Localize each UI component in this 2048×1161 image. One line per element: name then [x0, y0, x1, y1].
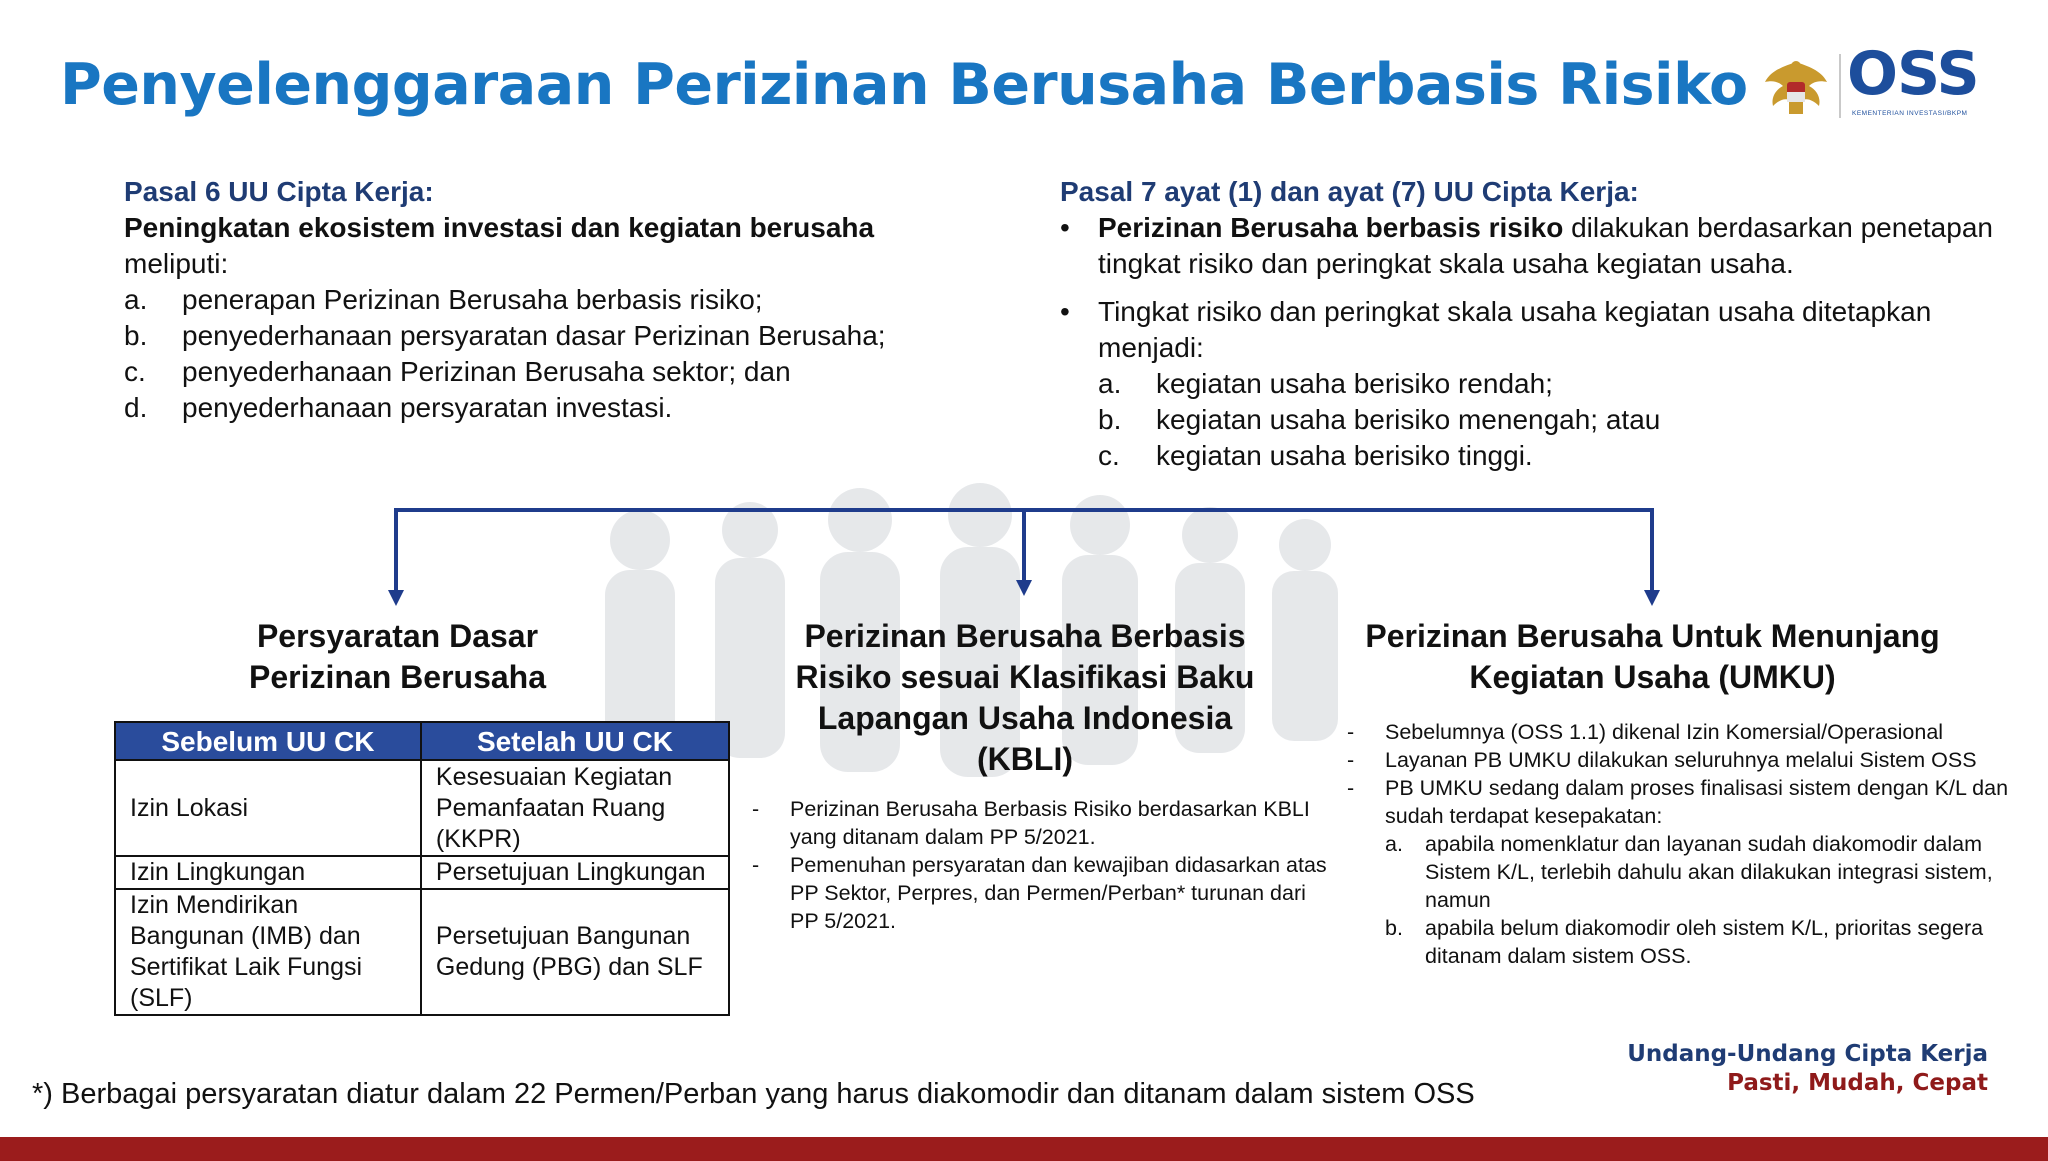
table-row: Izin Mendirikan Bangunan (IMB) dan Sertifikat Laik Fungsi (SLF) Persetujuan Bangunan Gedung (PBG) dan SLF [115, 889, 729, 1015]
arrow-down-icon [1644, 590, 1660, 606]
list-item: - Pemenuhan persyaratan dan kewajiban didasarkan atas PP Sektor, Perpres, dan Permen/Perban* turunan dari PP 5/2021. [752, 853, 1327, 933]
tagline-line1: Undang-Undang Cipta Kerja [1627, 1041, 1988, 1067]
col3-title: Perizinan Berusaha Untuk Menunjang Kegiatan Usaha (UMKU) [1365, 618, 1940, 695]
list-item: • Tingkat risiko dan peringkat skala usaha kegiatan usaha ditetapkan menjadi: [1060, 296, 1932, 363]
list-item: - Perizinan Berusaha Berbasis Risiko berdasarkan KBLI yang ditanam dalam PP 5/2021. [752, 797, 1310, 849]
pasal-6-intro-bold: Peningkatan ekosistem investasi dan kegiatan berusaha [124, 212, 875, 243]
list-item: a. penerapan Perizinan Berusaha berbasis risiko; [124, 284, 763, 315]
pasal-6-heading: Pasal 6 UU Cipta Kerja: [124, 176, 434, 207]
arrow-down-icon [388, 590, 404, 606]
pasal-7-heading: Pasal 7 ayat (1) dan ayat (7) UU Cipta Kerja: [1060, 176, 1639, 207]
table-header-row [115, 722, 729, 760]
table-row: Izin Lingkungan Persetujuan Lingkungan [115, 856, 729, 889]
list-item: b. apabila belum diakomodir oleh sistem K/L, prioritas segera ditanam dalam sistem OSS. [1385, 916, 1984, 968]
list-item: • Perizinan Berusaha berbasis risiko dilakukan berdasarkan penetapan tingkat risiko dan peringkat skala usaha kegiatan usaha. [1060, 212, 1993, 279]
list-item: b. penyederhanaan persyaratan dasar Perizinan Berusaha; [124, 320, 886, 351]
oss-subtitle: KEMENTERIAN INVESTASI/BKPM [1852, 110, 1968, 117]
col2-list [752, 795, 1334, 935]
list-item: a. apabila nomenklatur dan layanan sudah diakomodir dalam Sistem K/L, terlebih dahulu akan dilakukan integrasi sistem, namun [1385, 832, 1993, 912]
list-item: d. penyederhanaan persyaratan investasi. [124, 392, 673, 423]
tagline [1627, 1040, 1988, 1098]
table-header-after: Setelah UU CK [421, 722, 729, 760]
page-title: Penyelenggaraan Perizinan Berusaha Berbasis Risiko [60, 52, 1748, 118]
list-item: - Layanan PB UMKU dilakukan seluruhnya melalui Sistem OSS [1347, 748, 1977, 772]
table-row: Izin Lokasi Kesesuaian Kegiatan Pemanfaatan Ruang (KKPR) [115, 760, 729, 856]
list-item: - PB UMKU sedang dalam proses finalisasi sistem dengan K/L dan sudah terdapat kesepakatan: [1347, 776, 2009, 828]
list-item: c. kegiatan usaha berisiko tinggi. [1098, 440, 1533, 471]
tagline-line2: Pasti, Mudah, Cepat [1727, 1070, 1988, 1096]
list-item: a. kegiatan usaha berisiko rendah; [1098, 368, 1553, 399]
pasal-6-intro-rest: meliputi: [124, 248, 229, 279]
footnote: *) Berbagai persyaratan diatur dalam 22 Permen/Perban yang harus diakomodir dan ditanam dalam sistem OSS [32, 1078, 1475, 1110]
table-header-before: Sebelum UU CK [115, 722, 421, 760]
arrow-down-icon [1016, 580, 1032, 596]
list-item: - Sebelumnya (OSS 1.1) dikenal Izin Komersial/Operasional [1347, 720, 1944, 744]
list-item: c. penyederhanaan Perizinan Berusaha sektor; dan [124, 356, 791, 387]
col2-title: Perizinan Berusaha Berbasis Risiko sesuai Klasifikasi Baku Lapangan Usaha Indonesia (KBLI) [795, 618, 1255, 777]
list-item: b. kegiatan usaha berisiko menengah; atau [1098, 404, 1661, 435]
oss-wordmark: OSS [1847, 39, 1979, 109]
bottom-bar [0, 1137, 2048, 1161]
col3-list [1347, 718, 2035, 970]
col1-title: Persyaratan Dasar Perizinan Berusaha [249, 618, 546, 695]
requirements-table [114, 721, 730, 1016]
